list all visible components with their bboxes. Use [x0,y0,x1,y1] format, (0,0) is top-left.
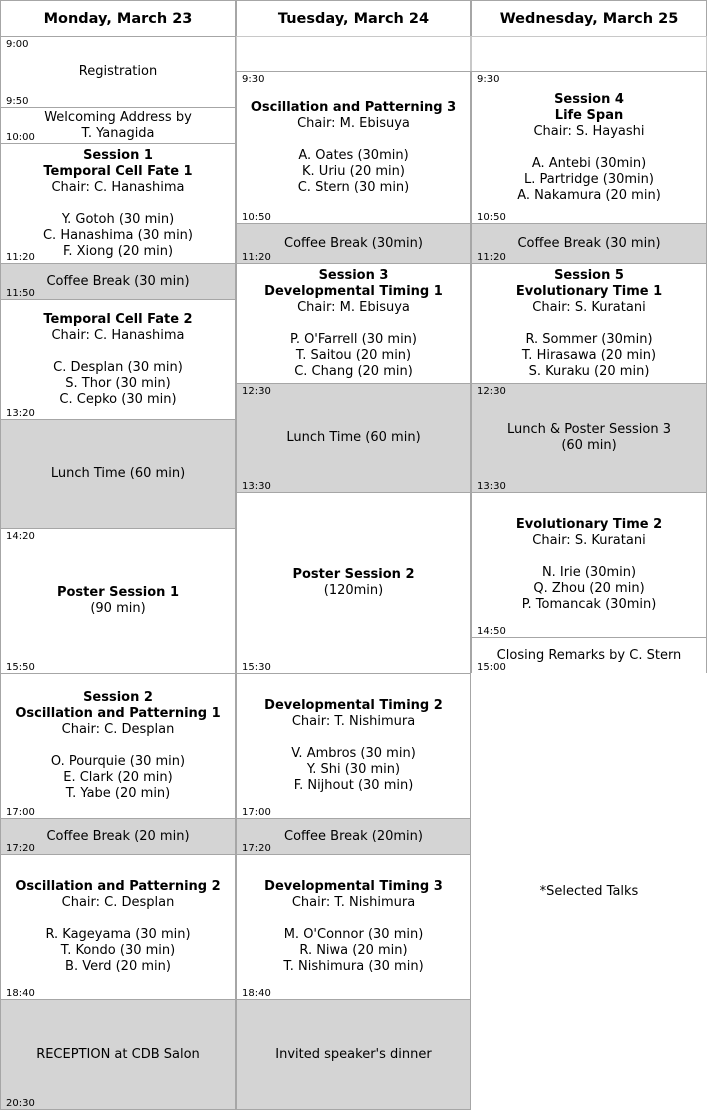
end-time-label: 14:50 [477,626,506,637]
session-text: (60 min) [561,438,617,453]
session-block [471,492,707,638]
session-content [1,144,235,263]
session-text: Chair: M. Ebisuya [297,115,410,131]
session-content [1,529,235,673]
session-block [236,673,471,819]
session-text: T. Kondo (30 min) [60,943,176,958]
session-text: C. Cepko (30 min) [59,391,177,407]
end-time-label: 17:00 [6,807,35,818]
session-title: Oscillation and Patterning 1 [15,706,221,721]
session-title: Session 3 [318,267,389,283]
session-text: T. Yabe (20 min) [65,786,171,801]
end-time-label: 9:50 [6,96,29,107]
session-content [237,819,470,854]
session-block [0,999,236,1110]
session-content [472,493,706,637]
session-content [237,224,470,263]
session-title: Oscillation and Patterning 3 [250,99,457,115]
session-content [1,264,235,299]
session-title: Session 1 [83,147,153,163]
session-title: Developmental Timing 2 [264,698,443,713]
session-block [236,854,471,1000]
session-text: Chair: C. Desplan [61,895,175,910]
session-content [472,384,706,492]
session-block [0,263,236,300]
session-text: Chair: C. Hanashima [51,179,185,195]
session-text: L. Partridge (30min) [524,171,654,187]
session-content [1,1000,235,1109]
end-time-label: 18:40 [242,988,271,999]
session-text: O. Pourquie (30 min) [50,754,186,769]
session-block [236,383,471,493]
session-text: A. Antebi (30min) [531,155,647,171]
session-text: C. Desplan (30 min) [53,359,183,375]
session-block [236,36,471,72]
session-text: F. Nijhout (30 min) [293,778,414,793]
session-text: T. Nishimura (30 min) [283,959,424,974]
session-block [0,299,236,420]
session-text: Y. Shi (30 min) [306,762,401,777]
session-text: Coffee Break (30 min) [517,235,661,251]
end-time-label: 13:20 [6,408,35,419]
session-text: T. Hirasawa (20 min) [521,347,657,363]
session-content [237,37,470,71]
end-time-label: 15:50 [6,662,35,673]
session-block [0,419,236,529]
session-text: Coffee Break (20 min) [46,828,190,844]
session-text: Registration [78,64,158,79]
session-block [0,143,236,264]
session-content [472,638,706,673]
session-text: T. Yanagida [81,125,155,141]
session-text: N. Irie (30min) [541,565,637,580]
session-text: F. Xiong (20 min) [62,243,174,259]
session-text: E. Clark (20 min) [63,770,173,785]
session-text: Chair: C. Hanashima [51,327,185,343]
session-block [236,223,471,264]
end-time-label: 15:30 [242,662,271,673]
session-title: Session 4 [554,91,624,107]
session-text: Lunch Time (60 min) [286,430,421,445]
session-content [1,37,235,107]
session-block [0,36,236,108]
session-text: (90 min) [90,601,146,616]
session-title: Poster Session 1 [56,585,180,600]
session-content [237,1000,470,1109]
session-content [472,224,706,263]
end-time-label: 17:00 [242,807,271,818]
session-text: R. Kageyama (30 min) [45,927,191,942]
session-text: V. Ambros (30 min) [291,746,416,761]
session-title: Session 5 [554,267,624,283]
session-block [236,263,471,384]
session-content [1,420,235,528]
session-text: Chair: T. Nishimura [291,895,416,910]
session-text: Chair: S. Hayashi [533,123,645,139]
session-text: Closing Remarks by C. Stern [496,647,682,663]
session-text: Q. Zhou (20 min) [533,581,645,596]
session-content [237,72,470,223]
start-time-label: 9:00 [6,39,29,50]
start-time-label: 14:20 [6,531,35,542]
session-content [237,493,470,673]
session-text: Y. Gotoh (30 min) [61,211,175,227]
session-text: C. Chang (20 min) [294,363,413,379]
end-time-label: 11:20 [477,252,506,263]
session-text: T. Saitou (20 min) [295,347,412,363]
end-time-label: 17:20 [242,843,271,854]
session-text: Coffee Break (30 min) [46,273,190,289]
session-text: B. Verd (20 min) [65,959,171,974]
session-title: Temporal Cell Fate 1 [43,163,193,179]
session-block [236,999,471,1110]
session-content [237,384,470,492]
end-time-label: 17:20 [6,843,35,854]
session-block [471,383,707,493]
session-content [237,674,470,818]
session-text: R. Niwa (20 min) [299,943,408,958]
session-text: Lunch Time (60 min) [50,466,186,481]
session-text: (120min) [323,583,384,598]
end-time-label: 13:30 [242,481,271,492]
session-content [472,72,706,223]
session-title: Life Span [554,107,624,123]
session-text: Lunch & Poster Session 3 [507,422,671,437]
end-time-label: 13:30 [477,481,506,492]
session-block [0,854,236,1000]
session-title: Temporal Cell Fate 2 [43,311,193,327]
session-text: Chair: T. Nishimura [291,714,416,729]
start-time-label: 9:30 [477,74,500,85]
day-header-monday: Monday, March 23 [0,0,236,37]
session-text: *Selected Talks [539,883,639,899]
session-text: P. Tomancak (30min) [521,597,657,612]
session-content [472,264,706,383]
end-time-label: 11:20 [6,252,35,263]
end-time-label: 10:50 [477,212,506,223]
session-text: Chair: S. Kuratani [532,299,646,315]
session-text: A. Oates (30min) [298,147,409,163]
session-block [471,673,707,1110]
session-text: S. Thor (30 min) [65,375,171,391]
session-block [471,263,707,384]
session-title: Evolutionary Time 1 [515,283,663,299]
session-block [236,492,471,674]
session-text: Coffee Break (20min) [284,828,423,844]
end-time-label: 15:00 [477,662,506,673]
session-title: Poster Session 2 [292,567,415,582]
start-time-label: 12:30 [477,386,506,397]
session-content [1,855,235,999]
session-text: Chair: M. Ebisuya [297,299,410,315]
session-block [471,637,707,674]
session-content [237,264,470,383]
session-text: Chair: C. Desplan [61,722,175,737]
end-time-label: 18:40 [6,988,35,999]
session-title: Evolutionary Time 2 [515,517,663,532]
session-text: Welcoming Address by [44,109,192,125]
session-content [1,674,235,818]
session-title: Oscillation and Patterning 2 [15,879,221,894]
session-title: Developmental Timing 1 [264,283,443,299]
end-time-label: 10:50 [242,212,271,223]
session-content [471,673,707,1110]
session-text: K. Uriu (20 min) [302,163,405,179]
session-content [1,819,235,854]
session-block [0,673,236,819]
session-text: M. O'Connor (30 min) [283,927,424,942]
session-block [471,223,707,264]
session-text: Chair: S. Kuratani [532,533,646,548]
session-title: Session 2 [83,690,153,705]
session-block [0,818,236,855]
session-block [236,818,471,855]
day-header-wednesday: Wednesday, March 25 [471,0,707,37]
session-text: Coffee Break (30min) [284,235,423,251]
session-text: RECEPTION at CDB Salon [36,1046,200,1062]
session-content [237,855,470,999]
session-text: P. O'Farrell (30 min) [290,331,417,347]
start-time-label: 12:30 [242,386,271,397]
session-text: R. Sommer (30min) [525,331,653,347]
session-block [0,107,236,144]
session-content [472,37,706,71]
session-text: A. Nakamura (20 min) [517,187,661,203]
end-time-label: 10:00 [6,132,35,143]
session-block [471,36,707,72]
session-text: C. Stern (30 min) [297,179,410,195]
session-content [1,300,235,419]
session-content [1,108,235,143]
session-text: Invited speaker's dinner [275,1046,432,1062]
start-time-label: 9:30 [242,74,265,85]
session-text: C. Hanashima (30 min) [42,227,193,243]
end-time-label: 11:20 [242,252,271,263]
session-block [0,528,236,674]
session-block [471,71,707,224]
session-title: Developmental Timing 3 [264,879,443,894]
day-header-tuesday: Tuesday, March 24 [236,0,471,37]
session-block [236,71,471,224]
end-time-label: 20:30 [6,1098,35,1109]
session-text: S. Kuraku (20 min) [528,363,650,379]
end-time-label: 11:50 [6,288,35,299]
